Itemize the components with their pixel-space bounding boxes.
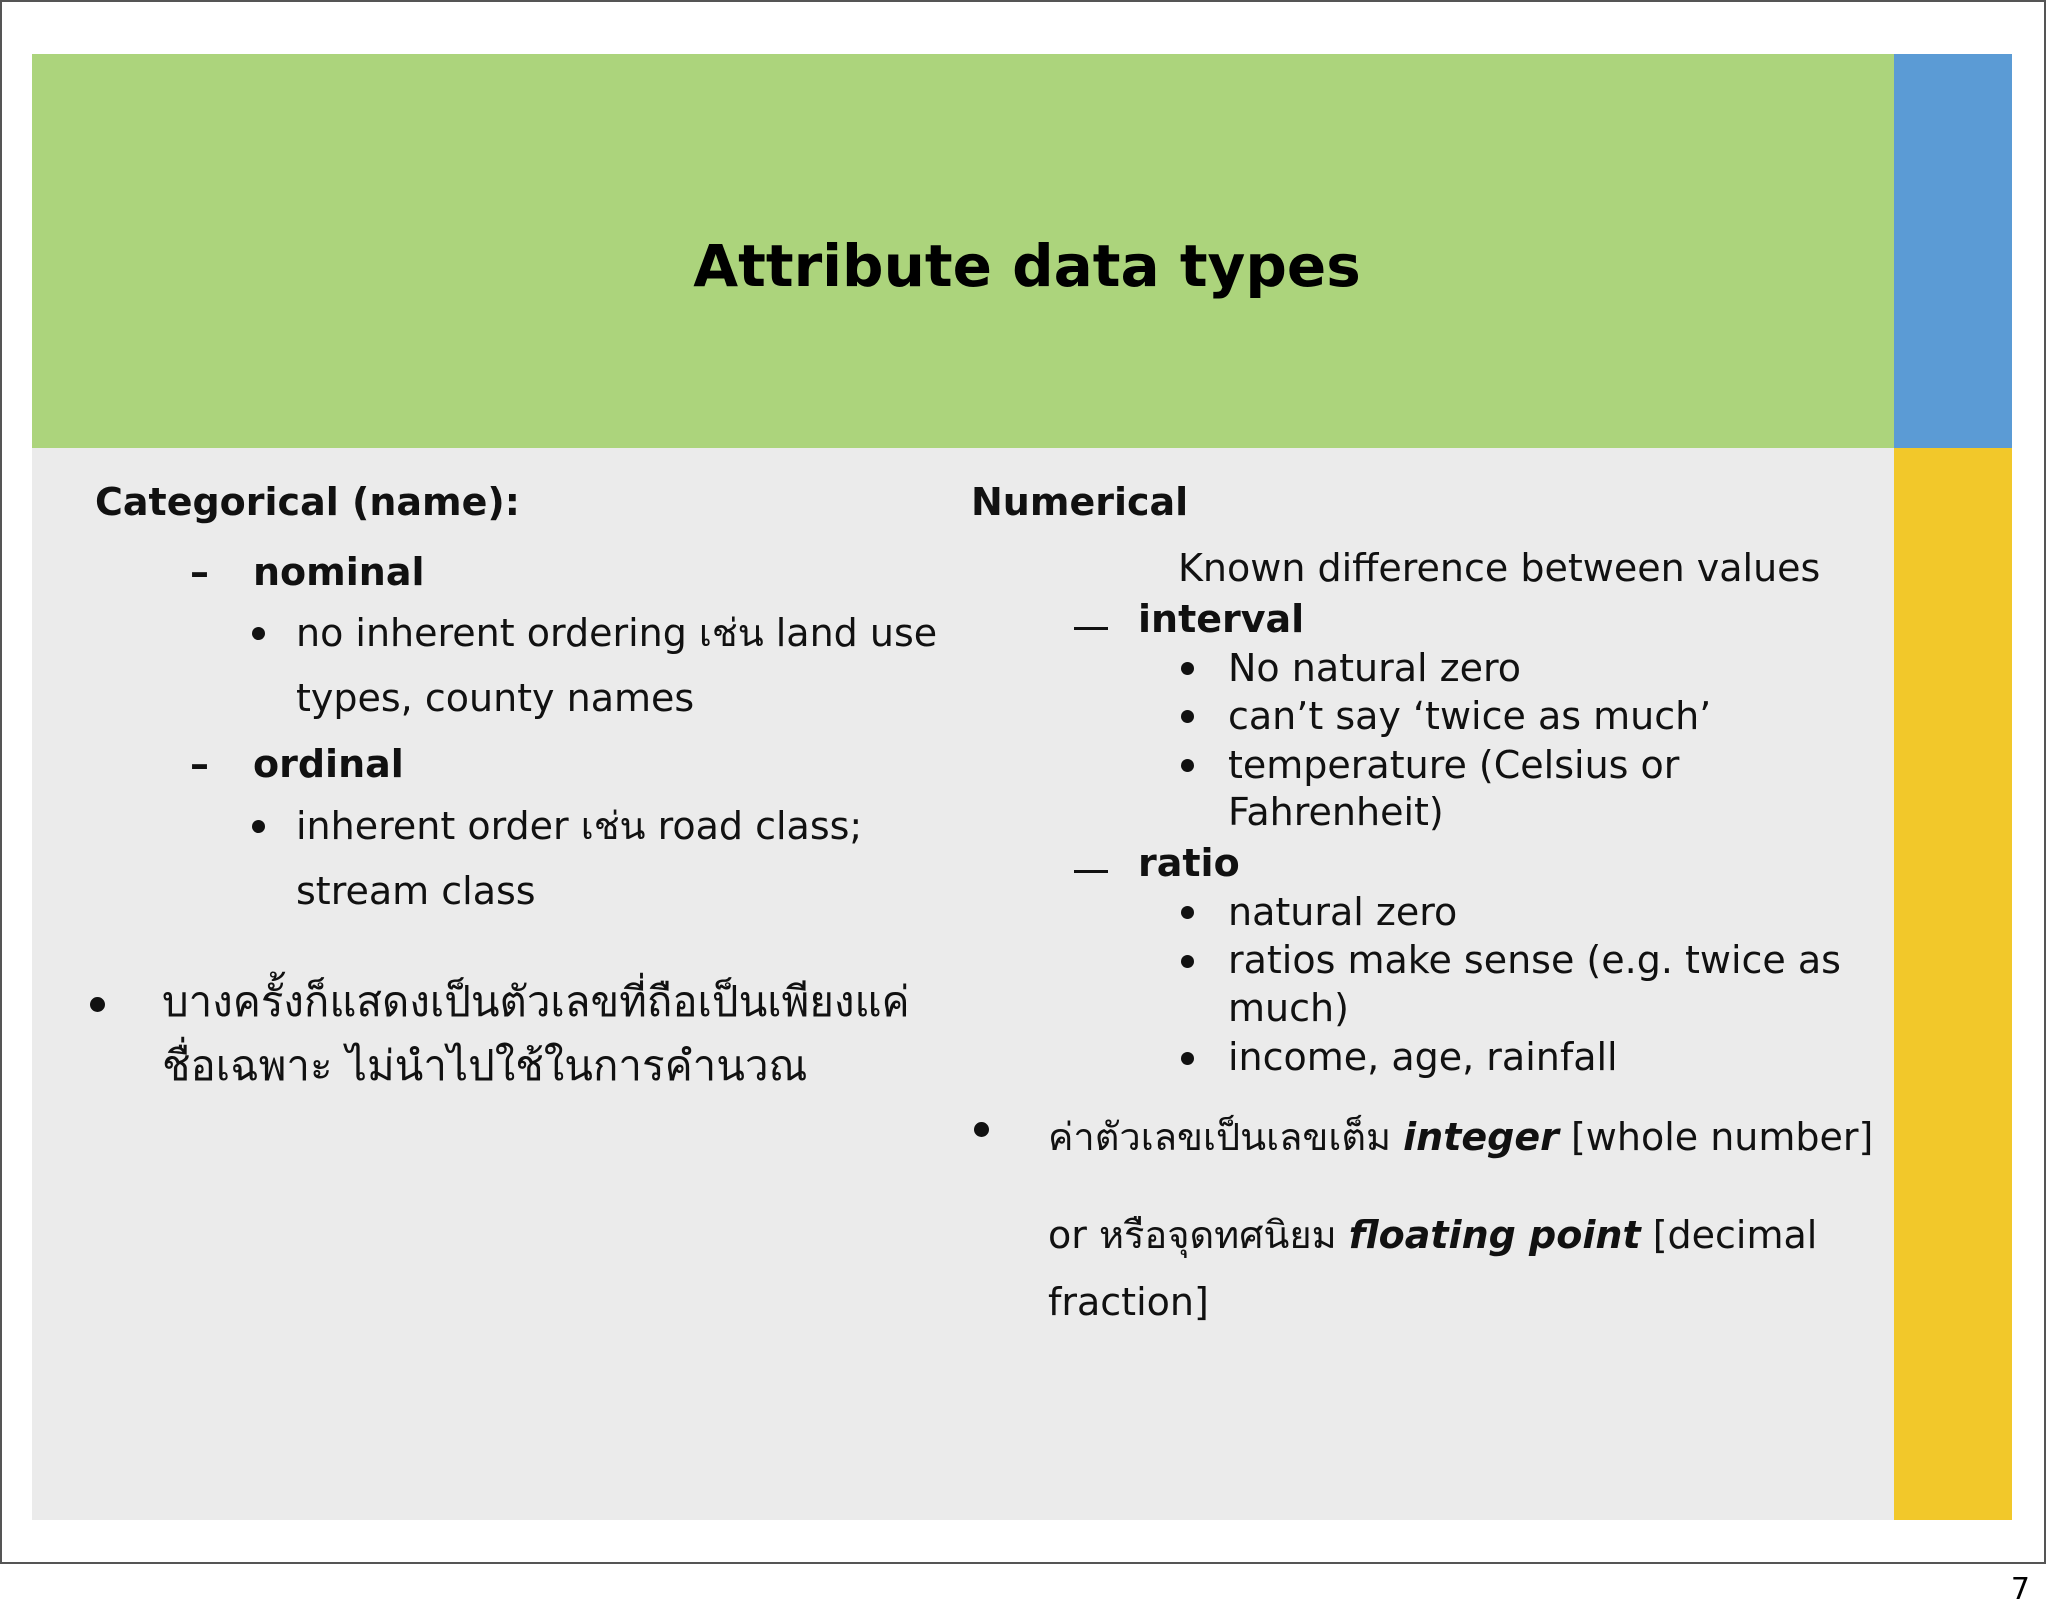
numeric-note-line1 [1048,1112,1873,1162]
note-line1-prefix: ค่าตัวเลขเป็นเลขเต็ม [1048,1115,1404,1159]
accent-bar-yellow [1894,448,2012,1520]
thai-note-line2: ชื่อเฉพาะ ไม่นำไปใช้ในการคำนวณ [162,1041,808,1090]
categorical-heading: Categorical (name): [95,480,520,524]
nominal-bullet-line1: no inherent ordering เช่น land use [296,611,938,655]
interval-bullet-2 [1181,710,1194,723]
interval-item-1: No natural zero [1228,646,1522,690]
nominal-bullet-line2: types, county names [296,676,695,720]
ratio-bullet-2 [1181,955,1194,968]
ordinal-bullet-line2: stream class [296,869,536,913]
interval-dash [1074,627,1108,630]
thai-note-line1: บางครั้งก็แสดงเป็นตัวเลขที่ถือเป็นเพียงแค่ [162,977,910,1026]
ordinal-label: ordinal [253,742,404,786]
ratio-item-3: income, age, rainfall [1228,1035,1618,1079]
thai-note-bullet [90,997,105,1012]
slide-title: Attribute data types [693,232,1361,300]
ratio-item-2-cont: much) [1228,986,1349,1030]
note-floating-term: floating point [1348,1213,1641,1257]
numeric-note-line2 [1048,1210,1817,1260]
nominal-bullet [252,627,265,640]
interval-label: interval [1138,597,1305,641]
interval-bullet-3 [1181,759,1194,772]
numerical-heading: Numerical [971,480,1189,524]
ratio-label: ratio [1138,841,1240,885]
nominal-dash: – [190,550,209,594]
note-integer-term: integer [1403,1115,1559,1159]
nominal-label: nominal [253,550,425,594]
ordinal-dash: – [190,742,209,786]
ratio-bullet-1 [1181,906,1194,919]
ordinal-bullet-line1: inherent order เช่น road class; [296,804,863,848]
page-number: 7 [2010,1572,2030,1607]
interval-item-2: can’t say ‘twice as much’ [1228,694,1712,738]
interval-item-3-cont: Fahrenheit) [1228,790,1444,834]
ratio-dash [1074,870,1108,873]
ratio-item-1: natural zero [1228,890,1458,934]
numeric-note-bullet [974,1122,989,1137]
interval-bullet-1 [1181,662,1194,675]
note-line1-suffix: [whole number] [1558,1115,1874,1159]
numeric-note-line3: fraction] [1048,1280,1209,1324]
interval-item-3: temperature (Celsius or [1228,743,1680,787]
ratio-item-2: ratios make sense (e.g. twice as [1228,938,1841,982]
ratio-bullet-3 [1181,1052,1194,1065]
ordinal-bullet [252,820,265,833]
numerical-subtitle: Known difference between values [1178,546,1821,590]
note-line2-suffix: [decimal [1640,1213,1818,1257]
note-line2-prefix: or หรือจุดทศนิยม [1048,1213,1349,1257]
